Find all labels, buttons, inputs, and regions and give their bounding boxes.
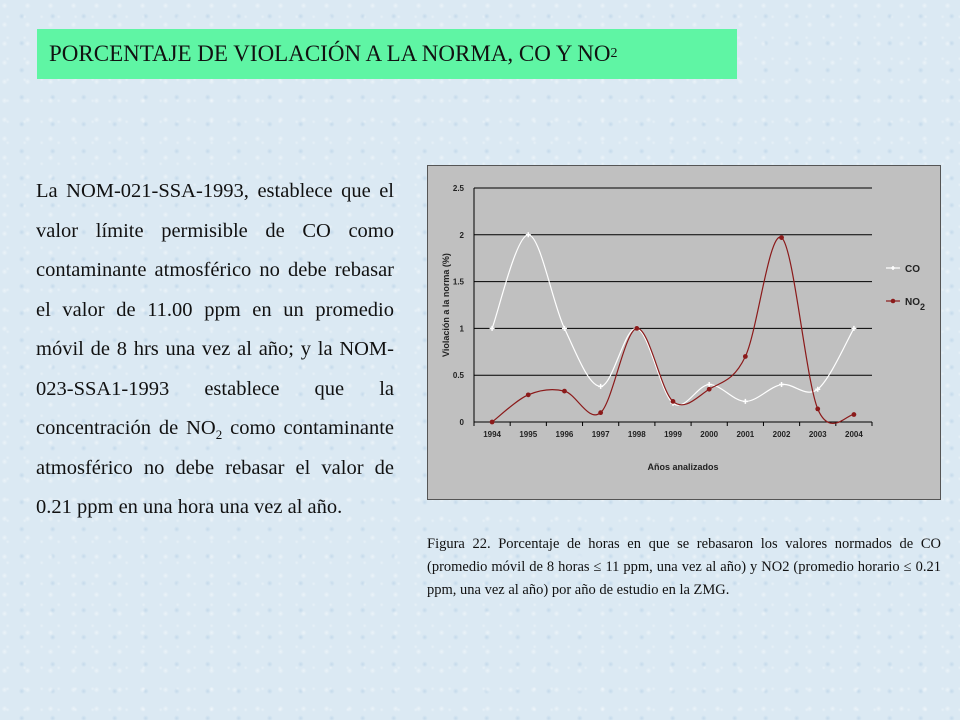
- x-tick-label: 2004: [845, 430, 863, 439]
- x-tick-label: 1994: [483, 430, 501, 439]
- y-tick-label: 1.5: [452, 277, 464, 287]
- y-tick-label: 0.5: [452, 371, 464, 381]
- data-point-no2: [562, 389, 567, 394]
- body-text-part2: como contaminante atmosférico no debe rebasar el valor de 0.21 ppm en una hora una vez al año.: [36, 417, 394, 518]
- body-subscript: 2: [215, 427, 223, 443]
- x-tick-label: 2003: [808, 430, 827, 439]
- x-tick-label: 1999: [664, 430, 682, 439]
- data-point-no2: [779, 235, 784, 240]
- legend-label-no2: NO2: [905, 297, 926, 312]
- x-tick-label: 2002: [772, 430, 791, 439]
- y-tick-label: 2.5: [452, 184, 464, 193]
- data-point-no2: [743, 354, 748, 359]
- y-axis-label: Violación a la norma (%): [441, 253, 451, 357]
- legend-marker-no2: [891, 299, 896, 304]
- x-tick-label: 1995: [519, 430, 538, 439]
- y-tick-label: 0: [459, 418, 464, 427]
- data-point-no2: [852, 412, 857, 417]
- slide-title: [37, 29, 737, 79]
- x-tick-label: 1997: [591, 430, 610, 439]
- title-subscript: 2: [610, 46, 618, 61]
- figure-caption: Figura 22. Porcentaje de horas en que se rebasaron los valores normados de CO (promedio móvil de 8 horas ≤ 11 ppm, una vez al año) y NO2 (promedio horario ≤ 0.21 ppm, una vez al año) por año de estudio en la ZMG.: [427, 536, 941, 598]
- data-point-no2: [598, 410, 603, 415]
- legend-marker-co: [891, 266, 895, 270]
- body-text-part1: La NOM-021-SSA-1993, establece que el valor límite permisible de CO como contaminante atmosférico no debe rebasar el valor de 11.00 ppm en un promedio móvil de 8 hrs una vez al año; y la NOM-023-SSA1-1993 establece que la concentración de NO: [36, 180, 394, 439]
- x-tick-label: 2001: [736, 430, 755, 439]
- x-axis-label: Años analizados: [647, 462, 719, 472]
- title-text: PORCENTAJE DE VIOLACIÓN A LA NORMA, CO Y NO: [49, 41, 611, 66]
- x-tick-label: 2000: [700, 430, 719, 439]
- x-tick-label: 1996: [555, 430, 574, 439]
- x-tick-label: 1998: [627, 430, 646, 439]
- body-paragraph: [36, 172, 394, 528]
- data-point-no2: [634, 326, 639, 331]
- data-point-no2: [526, 392, 531, 397]
- legend-label-co: CO: [905, 264, 920, 275]
- data-point-no2: [707, 387, 712, 392]
- data-point-no2: [671, 399, 676, 404]
- chart-svg: [428, 166, 940, 499]
- y-tick-label: 1: [459, 324, 464, 334]
- data-point-no2: [490, 420, 495, 425]
- data-point-no2: [815, 406, 820, 411]
- chart: [427, 165, 941, 500]
- y-tick-label: 2: [459, 230, 464, 240]
